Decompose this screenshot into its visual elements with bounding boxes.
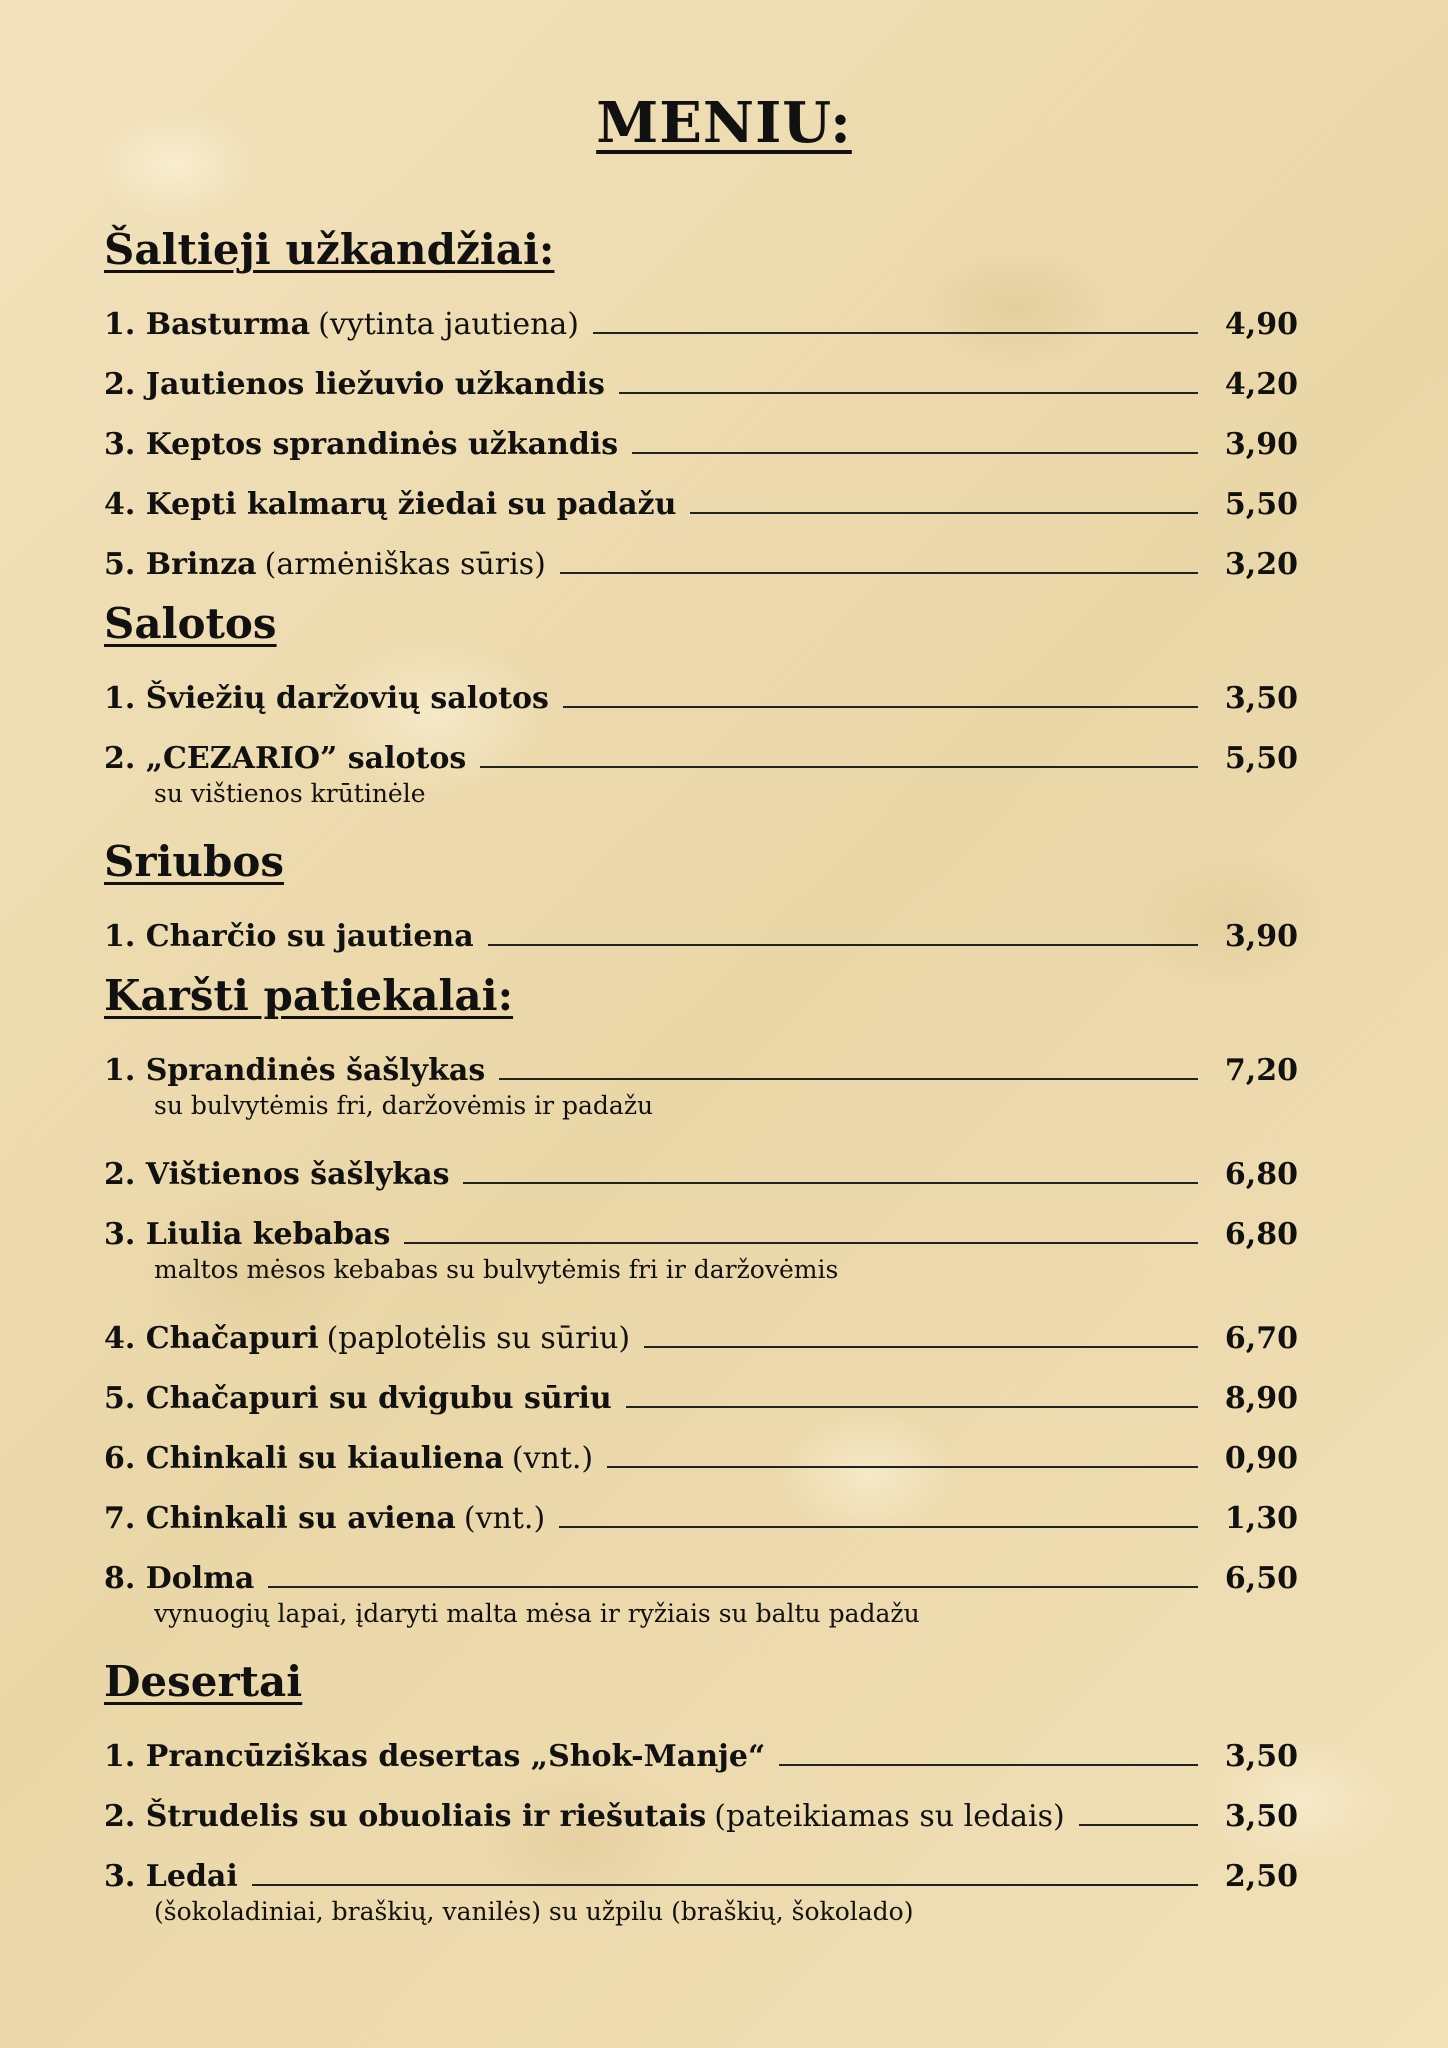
menu-item <box>104 1726 1298 1774</box>
menu-item-name: 3. Ledai <box>104 1859 238 1894</box>
dot-leader-line <box>463 1182 1198 1184</box>
menu-item-note: (armėniškas sūris) <box>264 547 546 582</box>
menu-section <box>104 832 1298 954</box>
menu-item-price: 3,20 <box>1224 547 1298 582</box>
menu-item-name: 1. Sprandinės šašlykas <box>104 1053 486 1088</box>
menu-item-description: (šokoladiniai, braškių, vanilės) su užpilu (braškių, šokolado) <box>154 1897 914 1926</box>
dot-leader-line <box>644 1346 1198 1348</box>
section-title: Salotos <box>104 599 277 648</box>
menu-item-price: 4,90 <box>1224 307 1298 342</box>
menu-item-price: 6,80 <box>1224 1217 1298 1252</box>
menu-item-price: 7,20 <box>1224 1053 1298 1088</box>
menu-item-price: 6,70 <box>1224 1321 1298 1356</box>
menu-item <box>104 1204 1298 1252</box>
menu-item-price: 5,50 <box>1224 741 1298 776</box>
menu-item-price: 2,50 <box>1224 1859 1298 1894</box>
menu-item-price: 6,80 <box>1224 1157 1298 1192</box>
menu-item-name: 2. „CEZARIO” salotos <box>104 741 467 776</box>
menu-item-price: 1,30 <box>1224 1501 1298 1536</box>
menu-item-description: maltos mėsos kebabas su bulvytėmis fri ir daržovėmis <box>154 1255 839 1284</box>
menu-item-note: (vnt.) <box>511 1441 594 1476</box>
menu-item <box>104 1786 1298 1834</box>
menu-section <box>104 1652 1298 1930</box>
menu-item <box>104 534 1298 582</box>
menu-item-note: (vytinta jautiena) <box>318 307 579 342</box>
menu-item-name: 2. Vištienos šašlykas <box>104 1157 450 1192</box>
menu-item-name: 2. Štrudelis su obuoliais ir riešutais <box>104 1799 707 1834</box>
menu-item-description: su vištienos krūtinėle <box>154 779 426 808</box>
menu-item-name: 1. Šviežių daržovių salotos <box>104 681 549 716</box>
menu-item-name: 8. Dolma <box>104 1561 255 1596</box>
menu-item-description: vynuogių lapai, įdaryti malta mėsa ir ryžiais su baltu padažu <box>154 1599 920 1628</box>
section-title: Sriubos <box>104 837 284 886</box>
menu-item <box>104 414 1298 462</box>
dot-leader-line <box>690 512 1198 514</box>
menu-item <box>104 1144 1298 1192</box>
menu-item-price: 3,50 <box>1224 1739 1298 1774</box>
menu-item-name: 3. Keptos sprandinės užkandis <box>104 427 619 462</box>
menu-section <box>104 966 1298 1632</box>
dot-leader-line <box>563 706 1198 708</box>
menu-item-description: su bulvytėmis fri, daržovėmis ir padažu <box>154 1091 654 1120</box>
dot-leader-line <box>480 766 1198 768</box>
menu-item <box>104 1040 1298 1088</box>
dot-leader-line <box>559 1526 1198 1528</box>
menu-item <box>104 474 1298 522</box>
menu-item-name: 1. Charčio su jautiena <box>104 919 474 954</box>
menu-title-text: MENIU: <box>596 90 852 156</box>
menu-item <box>104 354 1298 402</box>
menu-item-price: 3,90 <box>1224 919 1298 954</box>
menu-item <box>104 1368 1298 1416</box>
menu-item-price: 8,90 <box>1224 1381 1298 1416</box>
menu-item-note: (pateikiamas su ledais) <box>714 1799 1065 1834</box>
menu-item-price: 6,50 <box>1224 1561 1298 1596</box>
menu-item <box>104 728 1298 776</box>
menu-item-note: (vnt.) <box>463 1501 546 1536</box>
section-title: Desertai <box>104 1657 303 1706</box>
menu-item-price: 4,20 <box>1224 367 1298 402</box>
menu-item-price: 0,90 <box>1224 1441 1298 1476</box>
menu-item-name: 6. Chinkali su kiauliena <box>104 1441 504 1476</box>
dot-leader-line <box>632 452 1198 454</box>
menu-item-name: 1. Basturma <box>104 307 311 342</box>
menu-item-name: 3. Liulia kebabas <box>104 1217 391 1252</box>
dot-leader-line <box>560 572 1198 574</box>
menu-item <box>104 1846 1298 1894</box>
dot-leader-line <box>779 1764 1198 1766</box>
menu-section <box>104 220 1298 582</box>
menu-item-price: 3,90 <box>1224 427 1298 462</box>
dot-leader-line <box>404 1242 1198 1244</box>
menu-item-price: 3,50 <box>1224 1799 1298 1834</box>
dot-leader-line <box>499 1078 1198 1080</box>
menu-item-name: 5. Brinza <box>104 547 257 582</box>
menu-title <box>0 90 1448 156</box>
menu-item-price: 3,50 <box>1224 681 1298 716</box>
menu-item-note: (paplotėlis su sūriu) <box>326 1321 631 1356</box>
menu-section <box>104 594 1298 812</box>
dot-leader-line <box>488 944 1198 946</box>
menu-item-name: 5. Chačapuri su dvigubu sūriu <box>104 1381 612 1416</box>
dot-leader-line <box>268 1586 1198 1588</box>
menu-item-name: 2. Jautienos liežuvio užkandis <box>104 367 605 402</box>
dot-leader-line <box>619 392 1198 394</box>
menu-item-name: 7. Chinkali su aviena <box>104 1501 456 1536</box>
menu-item-name: 1. Prancūziškas desertas „Shok-Manje“ <box>104 1739 766 1774</box>
dot-leader-line <box>593 332 1198 334</box>
menu-item <box>104 1548 1298 1596</box>
section-title: Šaltieji užkandžiai: <box>104 225 555 274</box>
menu-item <box>104 906 1298 954</box>
menu-item <box>104 1488 1298 1536</box>
dot-leader-line <box>252 1884 1198 1886</box>
menu-item <box>104 668 1298 716</box>
menu-item-price: 5,50 <box>1224 487 1298 522</box>
dot-leader-line <box>626 1406 1198 1408</box>
menu-item <box>104 294 1298 342</box>
menu-item-name: 4. Kepti kalmarų žiedai su padažu <box>104 487 677 522</box>
menu-item <box>104 1428 1298 1476</box>
menu-item-name: 4. Chačapuri <box>104 1321 319 1356</box>
menu-content <box>104 220 1298 1950</box>
menu-item <box>104 1308 1298 1356</box>
section-title: Karšti patiekalai: <box>104 971 514 1020</box>
dot-leader-line <box>607 1466 1198 1468</box>
dot-leader-line <box>1079 1824 1198 1826</box>
